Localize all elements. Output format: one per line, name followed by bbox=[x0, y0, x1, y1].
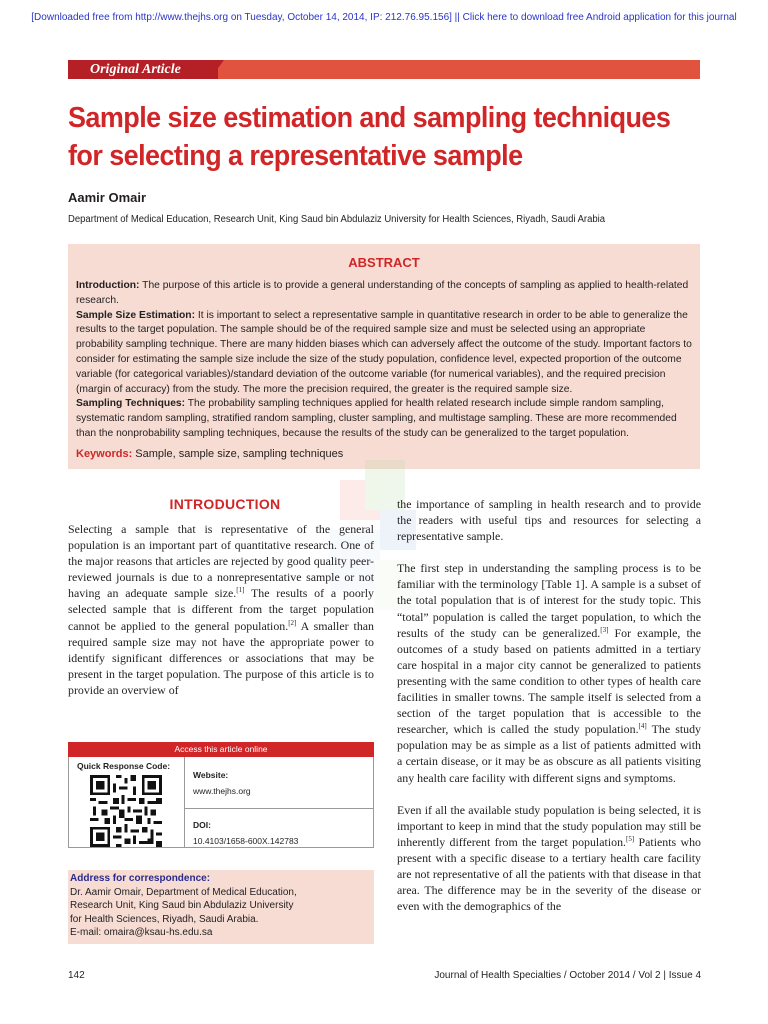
intro-p1-c: A smaller than required sample size may not have the appropriate power to identify significant differences or associations that may be present in the target population. The purpose of this article is to provide an overview of bbox=[68, 618, 374, 697]
abstract-body bbox=[76, 279, 694, 442]
correspondence-text bbox=[70, 872, 370, 940]
citation-3[interactable]: [3] bbox=[600, 625, 609, 634]
intro-paragraph-3 bbox=[397, 802, 701, 915]
left-column-text bbox=[68, 521, 374, 714]
intro-p2-a: The first step in understanding the sampling process is to be familiar with the terminology [Table 1]. A sample is a subset of the total population that is of interest for the study topic. This “total” population is called the target population, to which the results of the study can be generalized. bbox=[397, 561, 701, 640]
correspondence-line-1: Dr. Aamir Omair, Department of Medical Education, bbox=[70, 886, 297, 898]
qr-code-icon[interactable] bbox=[90, 775, 162, 847]
correspondence-line-3: for Health Sciences, Riyadh, Saudi Arabia. bbox=[70, 913, 259, 925]
author-affiliation: Department of Medical Education, Research Unit, King Saud bin Abdulaziz University for Health Sciences, Riyadh, Saudi Arabia bbox=[68, 214, 606, 225]
abstract-sse-text: It is important to select a representative sample in quantitative research in order to be able to generalize the results to the target population. The sample should be of the required sample size and must be selected using an appropriate probability sampling technique. There are many hidden biases which can adversely affect the outcome of the study. Important factors to consider for estimating the sample size include the size of the study population, confidence level, expected proportion of the outcome variable (for categorical variables)/standard deviation of the outcome variable (for numerical variables), and the required precision (margin of accuracy) from the study. The more the precision required, the greater is the required sample size. bbox=[76, 309, 692, 395]
abstract-sample-size bbox=[76, 309, 694, 398]
keywords bbox=[76, 448, 343, 460]
intro-p3-a: Even if all the available study population is being selected, it is important to keep in mind that the study population may still be inherently different from the target population. bbox=[397, 802, 701, 849]
abstract-intro-text: The purpose of this article is to provide a general understanding of the concepts of sampling as applied to health-related research. bbox=[76, 280, 689, 306]
abstract-st-label: Sampling Techniques: bbox=[76, 398, 186, 410]
title-line-2: for selecting a representative sample bbox=[68, 140, 523, 172]
introduction-heading: INTRODUCTION bbox=[169, 496, 281, 512]
intro-p2-c: The study population may be as simple as a list of patients admitted with a certain disease, or it may be as obscure as all patients visiting any health care facility with different signs and symptoms. bbox=[397, 722, 701, 785]
citation-2[interactable]: [2] bbox=[288, 618, 297, 627]
access-box-divider bbox=[184, 757, 185, 848]
article-type-label: Original Article bbox=[68, 60, 218, 79]
website-link[interactable]: www.thejhs.org bbox=[193, 786, 251, 796]
correspondence-line-2: Research Unit, King Saud bin Abdulaziz University bbox=[70, 900, 294, 912]
abstract-heading: ABSTRACT bbox=[348, 255, 420, 270]
citation-1[interactable]: [1] bbox=[236, 586, 245, 595]
intro-p2-b: For example, the outcomes of a study based on patients admitted in a tertiary care hospital in a major city cannot be generalized to patients presenting with the same condition to other types of health care facilities in smaller towns. The sample itself is selected from a section of the target population that is accessible to the researcher, which is called the study population. bbox=[397, 625, 701, 737]
intro-p1-a: Selecting a sample that is representative of the general population is an important part of quantitative research. One of the major reasons that articles are rejected by good quality peer-reviewed journals is due to a nonrepresentative sample or not having an adequate sample size. bbox=[68, 522, 374, 601]
keywords-label: Keywords: bbox=[76, 448, 133, 460]
citation-4[interactable]: [4] bbox=[638, 722, 647, 731]
journal-citation: Journal of Health Specialties / October 2014 / Vol 2 | Issue 4 bbox=[434, 970, 701, 981]
qr-code-label: Quick Response Code: bbox=[77, 761, 171, 771]
abstract-sampling-techniques bbox=[76, 397, 694, 441]
access-box-hdivider bbox=[184, 808, 374, 809]
correspondence-email[interactable]: E-mail: omaira@ksau-hs.edu.sa bbox=[70, 927, 213, 939]
article-type-notch bbox=[210, 60, 224, 79]
intro-paragraph-1 bbox=[68, 521, 374, 698]
doi-link[interactable]: 10.4103/1658-600X.142783 bbox=[193, 836, 299, 846]
correspondence-heading: Address for correspondence: bbox=[70, 873, 211, 884]
author-name: Aamir Omair bbox=[68, 190, 147, 205]
abstract-st-text: The probability sampling techniques applied for health related research include simple random sampling, systematic random sampling, stratified random sampling, cluster sampling, and multistage sampling. These are more recommended than the nonprobability sampling techniques, because the results of the study can be generalized to the target population. bbox=[76, 398, 677, 439]
title-line-1: Sample size estimation and sampling techniques bbox=[68, 102, 671, 134]
website-label: Website: bbox=[193, 770, 229, 780]
article-title bbox=[68, 99, 673, 175]
intro-paragraph-continued: the importance of sampling in health research and to provide the readers with useful tips and resources for selecting a representative sample. bbox=[397, 497, 701, 544]
intro-p1-b: The results of a poorly selected sample that is different from the target population cannot be applied to the general population. bbox=[68, 586, 375, 633]
intro-p3-b: Patients who present with a specific disease to a tertiary health care facility are not representative of all the patients with that disease in that area. The difference may be in the severity of the disease or even with the demographics of the bbox=[397, 834, 701, 914]
abstract-sse-label: Sample Size Estimation: bbox=[76, 309, 196, 321]
intro-paragraph-2 bbox=[397, 560, 701, 785]
doi-label: DOI: bbox=[193, 820, 211, 830]
page-number: 142 bbox=[68, 970, 85, 981]
abstract-introduction bbox=[76, 279, 694, 309]
citation-5[interactable]: [5] bbox=[626, 834, 635, 843]
abstract-intro-label: Introduction: bbox=[76, 280, 140, 291]
access-online-heading: Access this article online bbox=[68, 742, 374, 757]
download-banner[interactable]: [Downloaded free from http://www.thejhs.org on Tuesday, October 14, 2014, IP: 212.76.95.156] || Click here to download free Android application for this journal bbox=[31, 12, 737, 23]
keywords-text: Sample, sample size, sampling techniques bbox=[132, 448, 344, 460]
right-column-text bbox=[397, 496, 701, 930]
